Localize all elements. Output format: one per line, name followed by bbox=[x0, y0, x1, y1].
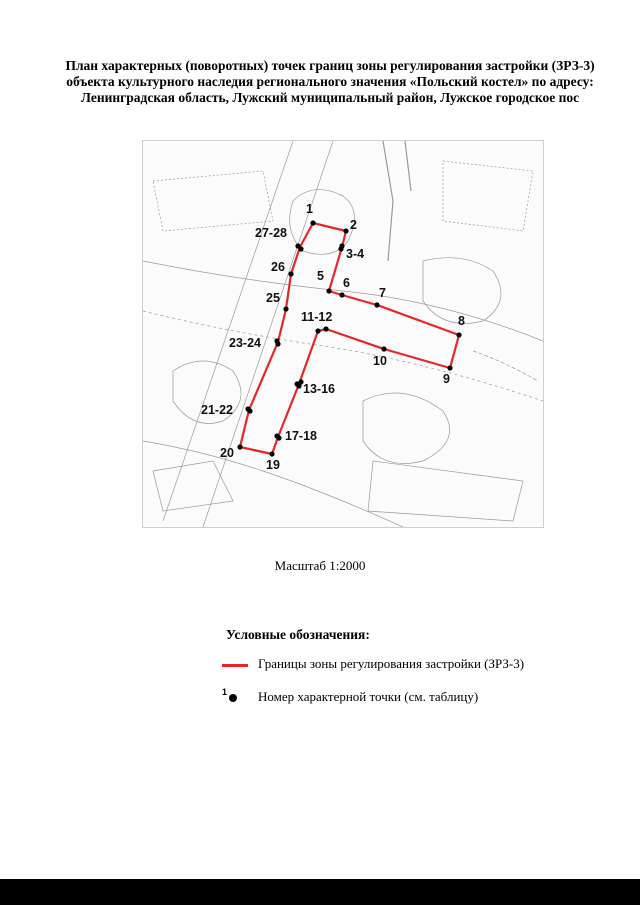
map-canvas bbox=[143, 141, 543, 527]
point-label: 19 bbox=[266, 458, 280, 472]
title-line-2: объекта культурного наследия регионального значения «Польский костел» по адресу: bbox=[66, 74, 594, 89]
point-8 bbox=[456, 314, 465, 338]
point-3-4 bbox=[338, 243, 364, 261]
scan-bottom-edge bbox=[0, 879, 640, 905]
point-7 bbox=[374, 286, 386, 308]
point-19 bbox=[266, 451, 280, 472]
point-label: 17-18 bbox=[285, 429, 317, 443]
point-label: 23-24 bbox=[229, 336, 261, 350]
point-label: 7 bbox=[379, 286, 386, 300]
boundary-line-symbol bbox=[222, 664, 248, 667]
point-marker bbox=[247, 408, 252, 413]
point-label: 1 bbox=[306, 202, 313, 216]
legend-boundary-label: Границы зоны регулирования застройки (ЗРЗ-3) bbox=[258, 656, 525, 671]
point-label: 10 bbox=[373, 354, 387, 368]
point-marker bbox=[323, 326, 328, 331]
point-label: 26 bbox=[271, 260, 285, 274]
point-27-28 bbox=[255, 226, 304, 252]
map-title bbox=[40, 58, 620, 106]
point-marker bbox=[338, 246, 343, 251]
point-marker bbox=[298, 246, 303, 251]
legend-title: Условные обозначения: bbox=[226, 627, 370, 642]
point-dot-icon bbox=[229, 694, 237, 702]
point-marker bbox=[275, 341, 280, 346]
point-label: 11-12 bbox=[301, 310, 333, 324]
point-label: 25 bbox=[266, 291, 280, 305]
scale-label: Масштаб 1:2000 bbox=[274, 558, 366, 573]
point-marker bbox=[343, 228, 348, 233]
point-marker bbox=[237, 444, 242, 449]
title-line-3: Ленинградская область, Лужский муниципальный район, Лужское городское пос bbox=[80, 90, 580, 105]
point-marker bbox=[310, 220, 315, 225]
point-11-12 bbox=[301, 310, 332, 334]
map-area bbox=[142, 140, 544, 528]
point-marker bbox=[283, 306, 288, 311]
point-2 bbox=[343, 218, 357, 234]
point-marker bbox=[447, 365, 452, 370]
point-marker bbox=[276, 435, 281, 440]
point-marker bbox=[288, 271, 293, 276]
point-label: 20 bbox=[220, 446, 234, 460]
point-label: 3-4 bbox=[346, 247, 365, 261]
point-marker bbox=[315, 328, 320, 333]
point-5 bbox=[317, 269, 332, 294]
point-label: 5 bbox=[317, 269, 324, 283]
point-20 bbox=[220, 444, 243, 460]
point-6 bbox=[339, 276, 350, 298]
point-1 bbox=[306, 202, 316, 226]
legend-point-number: 1 bbox=[222, 687, 228, 697]
point-marker bbox=[381, 346, 386, 351]
characteristic-points bbox=[201, 202, 465, 472]
point-label: 21-22 bbox=[201, 403, 233, 417]
legend-point-label: Номер характерной точки (см. таблицу) bbox=[258, 689, 479, 704]
point-label: 13-16 bbox=[303, 382, 335, 396]
point-label: 9 bbox=[443, 372, 450, 386]
point-13-16 bbox=[294, 379, 335, 396]
point-25 bbox=[266, 291, 289, 312]
point-label: 6 bbox=[343, 276, 350, 290]
point-10 bbox=[373, 346, 387, 368]
point-marker bbox=[326, 288, 331, 293]
point-marker bbox=[339, 292, 344, 297]
point-label: 27-28 bbox=[255, 226, 287, 240]
point-label: 2 bbox=[350, 218, 357, 232]
point-21-22 bbox=[201, 403, 253, 417]
point-label: 8 bbox=[458, 314, 465, 328]
point-9 bbox=[443, 365, 453, 386]
title-line-1: План характерных (поворотных) точек границ зоны регулирования застройки (ЗРЗ-3) bbox=[65, 58, 595, 73]
point-marker bbox=[456, 332, 461, 337]
point-marker bbox=[374, 302, 379, 307]
point-marker bbox=[269, 451, 274, 456]
